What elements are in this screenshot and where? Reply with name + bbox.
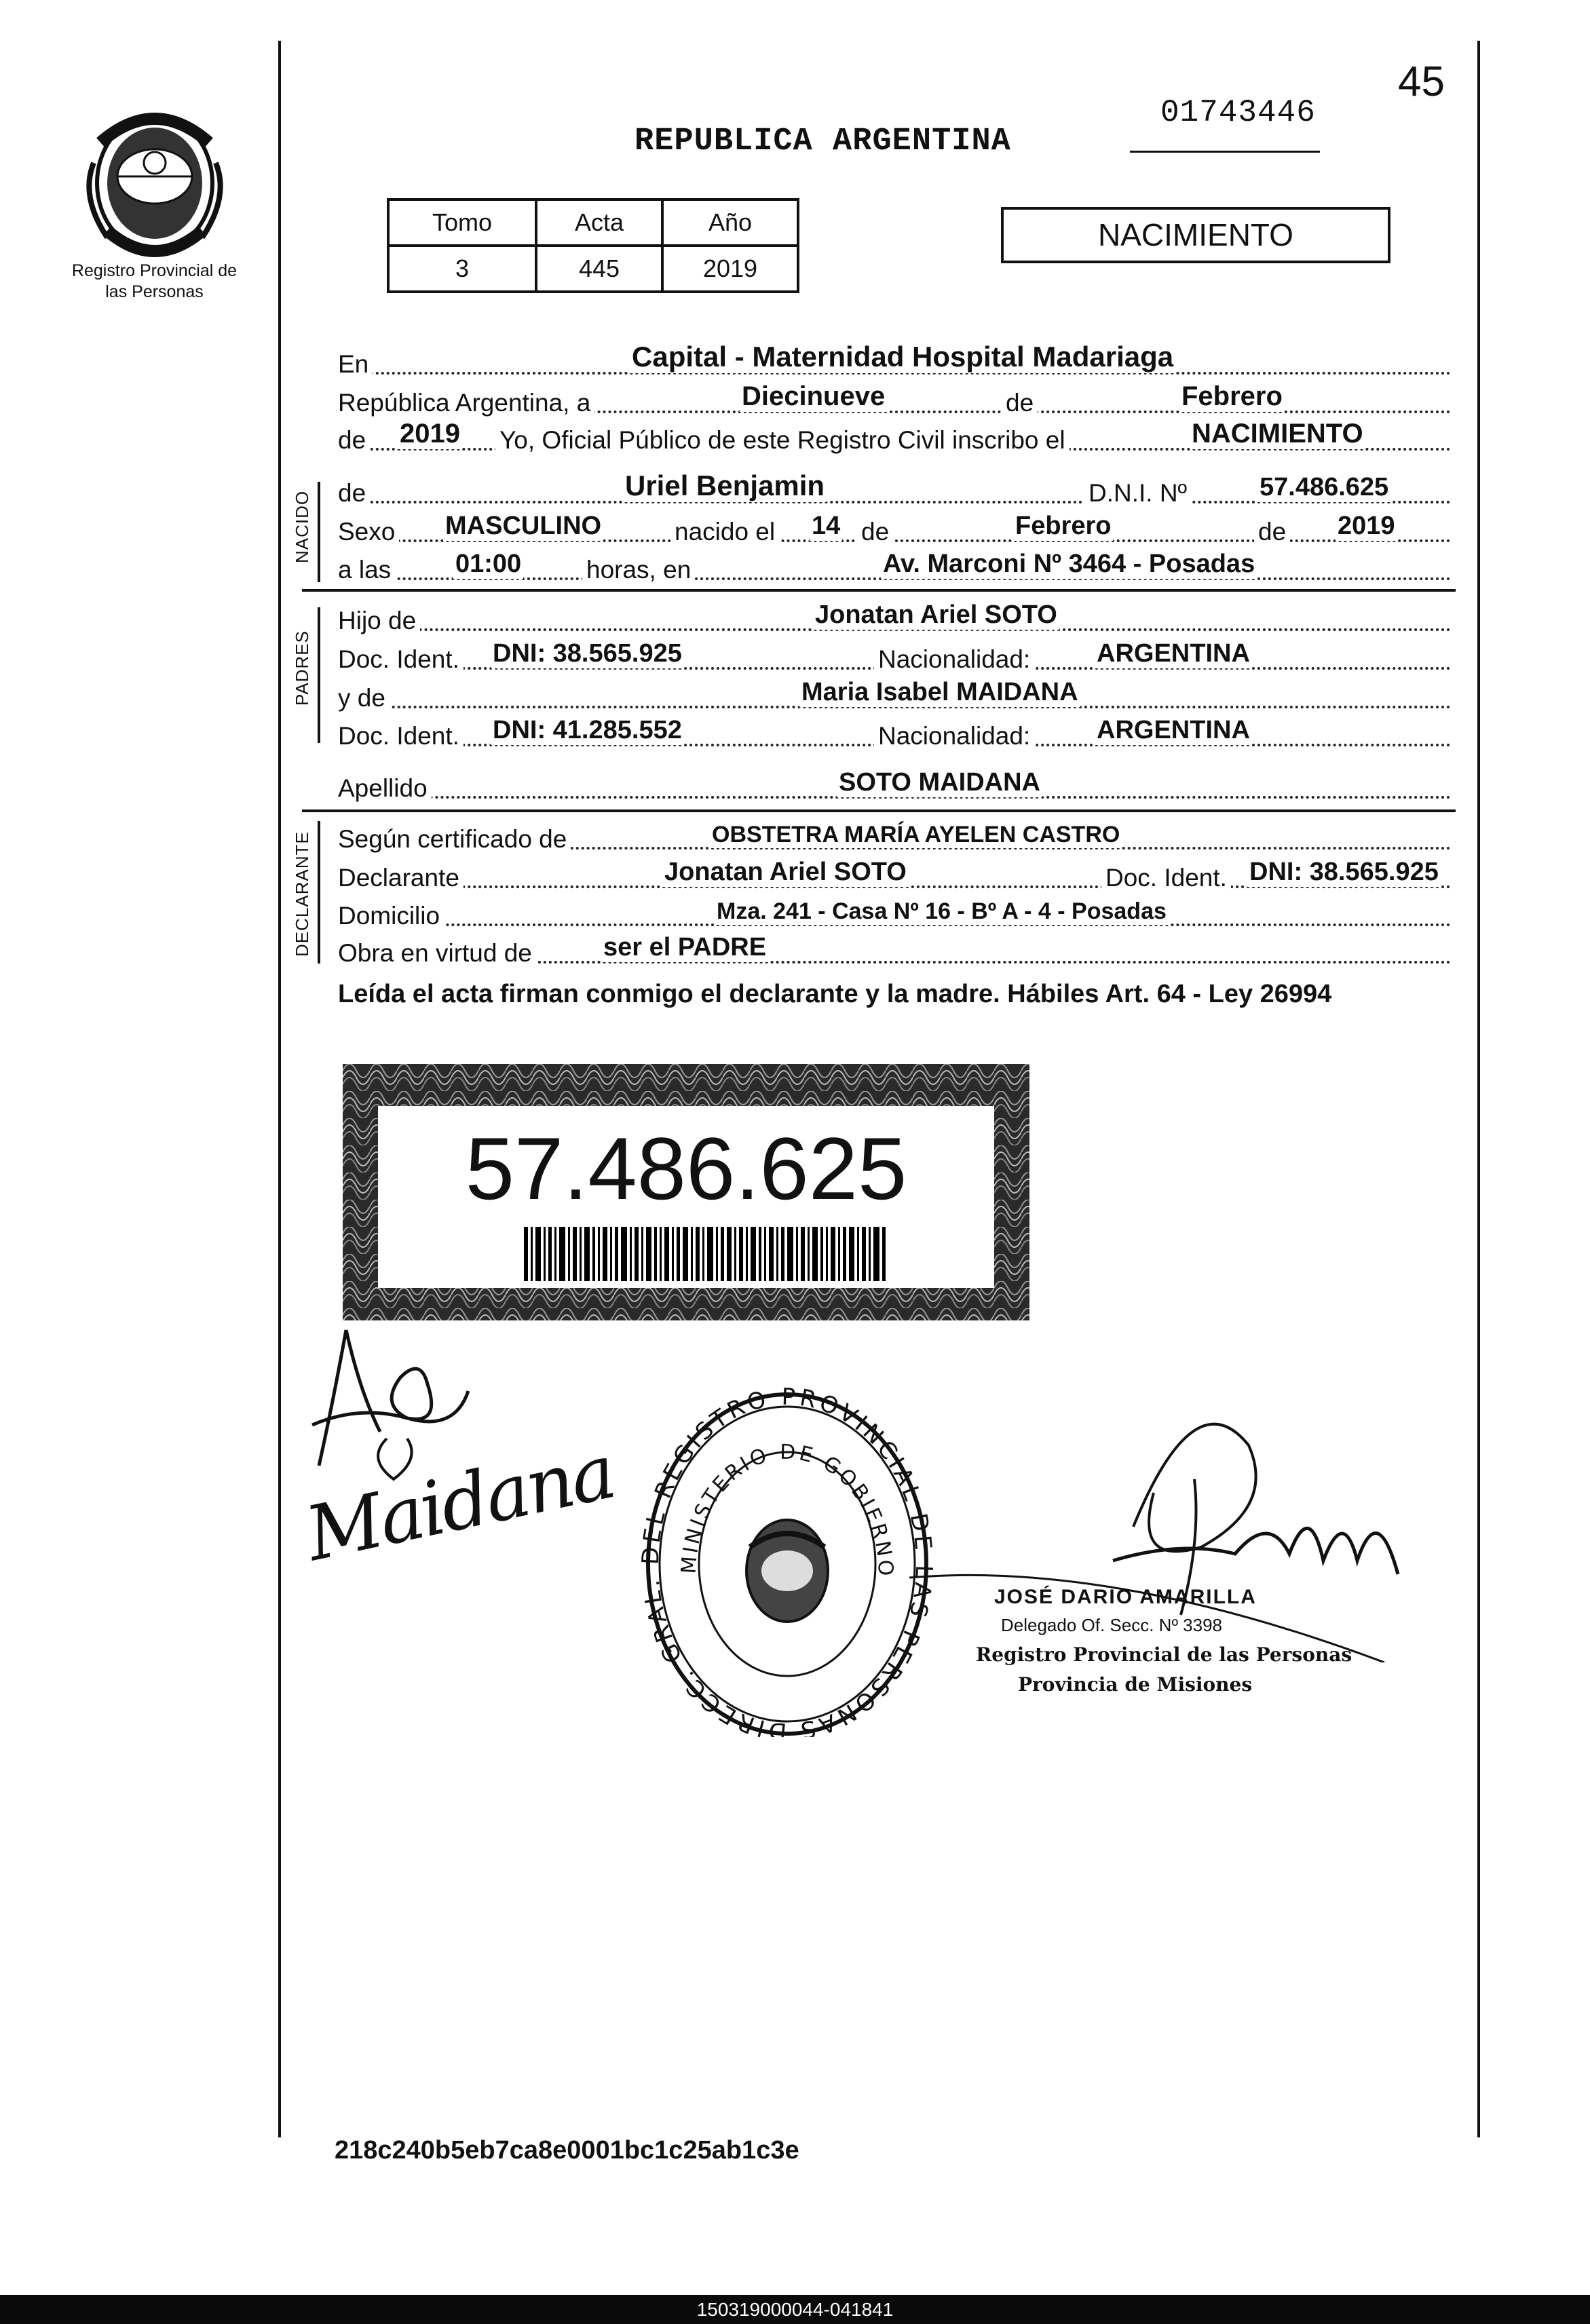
father-doc: DNI: 38.565.925 xyxy=(491,639,684,668)
father-name: Jonatan Ariel SOTO xyxy=(813,601,1059,630)
father-nat-label: Nacionalidad: xyxy=(874,645,1034,674)
place-row xyxy=(338,339,1451,380)
tomo-value: 3 xyxy=(388,246,536,292)
cert-row xyxy=(338,814,1451,855)
mother-nat: ARGENTINA xyxy=(1095,716,1252,745)
date-label: República Argentina, a xyxy=(338,389,594,417)
mother-doc-label: Doc. Ident. xyxy=(338,722,463,750)
birth-address: Av. Marconi Nº 3464 - Posadas xyxy=(881,550,1257,579)
registry-logo xyxy=(80,102,229,258)
dni-sticker xyxy=(343,1064,1029,1320)
child-dni: 57.486.625 xyxy=(1257,473,1390,502)
date-de-label: de xyxy=(1002,389,1038,417)
nacido-el-label: nacido el xyxy=(670,518,779,546)
nacido-de-label: de xyxy=(338,479,370,508)
serial-underline xyxy=(1130,151,1320,153)
obra-value: ser el PADRE xyxy=(601,933,768,962)
declarante-name: Jonatan Ariel SOTO xyxy=(662,858,909,887)
tomo-header: Tomo xyxy=(388,199,536,246)
acta-value: 445 xyxy=(536,246,662,292)
cert-value: OBSTETRA MARÍA AYELEN CASTRO xyxy=(710,822,1122,848)
official-name: JOSÉ DARIO AMARILLA xyxy=(994,1586,1257,1608)
serial-number: 01743446 xyxy=(1160,95,1316,130)
mother-doc: DNI: 41.285.552 xyxy=(491,716,684,745)
place-label: En xyxy=(338,350,373,379)
footer-id: 150319000044-041841 xyxy=(696,2299,894,2320)
declarante-doc: DNI: 38.565.925 xyxy=(1247,858,1441,887)
year-prefix: de xyxy=(338,426,370,455)
nacido-name-row xyxy=(338,468,1451,509)
father-doc-row xyxy=(338,634,1451,675)
cert-label: Según certificado de xyxy=(338,825,571,854)
sexo-value: MASCULINO xyxy=(443,512,603,541)
footer-bar xyxy=(0,2295,1590,2324)
anio-value: 2019 xyxy=(662,246,798,292)
apellido-divider xyxy=(302,809,1456,812)
date-row xyxy=(338,378,1451,419)
child-name: Uriel Benjamin xyxy=(623,470,827,502)
year-row xyxy=(338,415,1451,456)
anio-header: Año xyxy=(662,199,798,246)
official-registry: Registro Provincial de las Personas xyxy=(976,1643,1352,1666)
place-value: Capital - Maternidad Hospital Madariaga xyxy=(630,341,1175,373)
act-type: NACIMIENTO xyxy=(1190,419,1365,449)
statement-text: Yo, Oficial Público de este Registro Civil inscribo el xyxy=(495,426,1070,455)
padres-section-label: PADRES xyxy=(292,630,312,706)
document-type-box: NACIMIENTO xyxy=(1001,207,1390,263)
hijo-de-label: Hijo de xyxy=(338,607,420,635)
domicilio-row xyxy=(338,891,1451,932)
declarante-doc-label: Doc. Ident. xyxy=(1101,864,1231,892)
father-row xyxy=(338,596,1451,636)
dni-sticker-number: 57.486.625 xyxy=(465,1119,907,1218)
alas-label: a las xyxy=(338,556,395,584)
padres-bracket xyxy=(318,607,320,743)
date-day: Diecinueve xyxy=(740,381,887,412)
father-nat: ARGENTINA xyxy=(1095,639,1252,668)
stamp-inner-text: MINISTERIO DE GOBIERNO xyxy=(677,1440,898,1579)
declarante-label: Declarante xyxy=(338,864,463,892)
official-title: Delegado Of. Secc. Nº 3398 xyxy=(1001,1615,1223,1635)
apellido-row xyxy=(338,763,1451,804)
birth-de1: de xyxy=(857,518,893,546)
dni-label: D.N.I. Nº xyxy=(1084,479,1191,508)
apellido-value: SOTO MAIDANA xyxy=(837,768,1042,797)
stamp-outer-text: DIRECC. GRAL L REGISTRO PROVINCIAL D S PERSONAS xyxy=(641,1384,933,1737)
domicilio-value: Mza. 241 - Casa Nº 16 - Bº A - 4 - Posadas xyxy=(715,898,1169,925)
mother-signature: Maidana xyxy=(299,1428,621,1578)
sexo-label: Sexo xyxy=(338,518,399,546)
nacido-divider xyxy=(302,589,1456,592)
horas-label: horas, en xyxy=(582,556,695,584)
year-value: 2019 xyxy=(398,419,462,449)
page-number: 45 xyxy=(1398,58,1445,105)
country-title: REPUBLICA ARGENTINA xyxy=(635,123,1011,159)
domicilio-label: Domicilio xyxy=(338,902,444,930)
record-table xyxy=(387,198,799,293)
father-doc-label: Doc. Ident. xyxy=(338,645,463,674)
birth-time: 01:00 xyxy=(453,550,523,579)
barcode xyxy=(524,1227,887,1281)
left-margin-line xyxy=(278,41,281,2137)
apellido-label: Apellido xyxy=(338,774,432,803)
nacido-time-row xyxy=(338,545,1451,586)
mother-nat-label: Nacionalidad: xyxy=(874,722,1034,750)
nacido-bracket xyxy=(318,482,320,582)
mother-doc-row xyxy=(338,711,1451,752)
birth-day: 14 xyxy=(810,512,842,541)
birth-month: Febrero xyxy=(1013,512,1113,541)
nacido-sexo-row xyxy=(338,507,1451,548)
birth-year: 2019 xyxy=(1336,512,1397,541)
official-stamp xyxy=(641,1384,933,1737)
dni-sticker-panel xyxy=(378,1106,994,1288)
acta-header: Acta xyxy=(536,199,662,246)
closing-note: Leída el acta firman conmigo el declarante y la madre. Hábiles Art. 64 - Ley 26994 xyxy=(338,980,1332,1008)
mother-name: Maria Isabel MAIDANA xyxy=(799,678,1080,707)
declarante-row xyxy=(338,853,1451,894)
yde-label: y de xyxy=(338,684,390,712)
birth-de2: de xyxy=(1254,518,1290,546)
date-month: Febrero xyxy=(1179,381,1285,412)
registry-name: Registro Provincial de las Personas xyxy=(71,261,238,301)
mother-row xyxy=(338,673,1451,714)
official-province: Provincia de Misiones xyxy=(1018,1673,1253,1696)
nacido-section-label: NACIDO xyxy=(292,490,312,563)
obra-row xyxy=(338,928,1451,969)
declarante-bracket xyxy=(318,821,320,964)
right-margin-line xyxy=(1477,41,1480,2137)
obra-label: Obra en virtud de xyxy=(338,939,536,968)
declarante-section-label: DECLARANTE xyxy=(292,831,312,957)
document-hash: 218c240b5eb7ca8e0001bc1c25ab1c3e xyxy=(335,2136,799,2165)
